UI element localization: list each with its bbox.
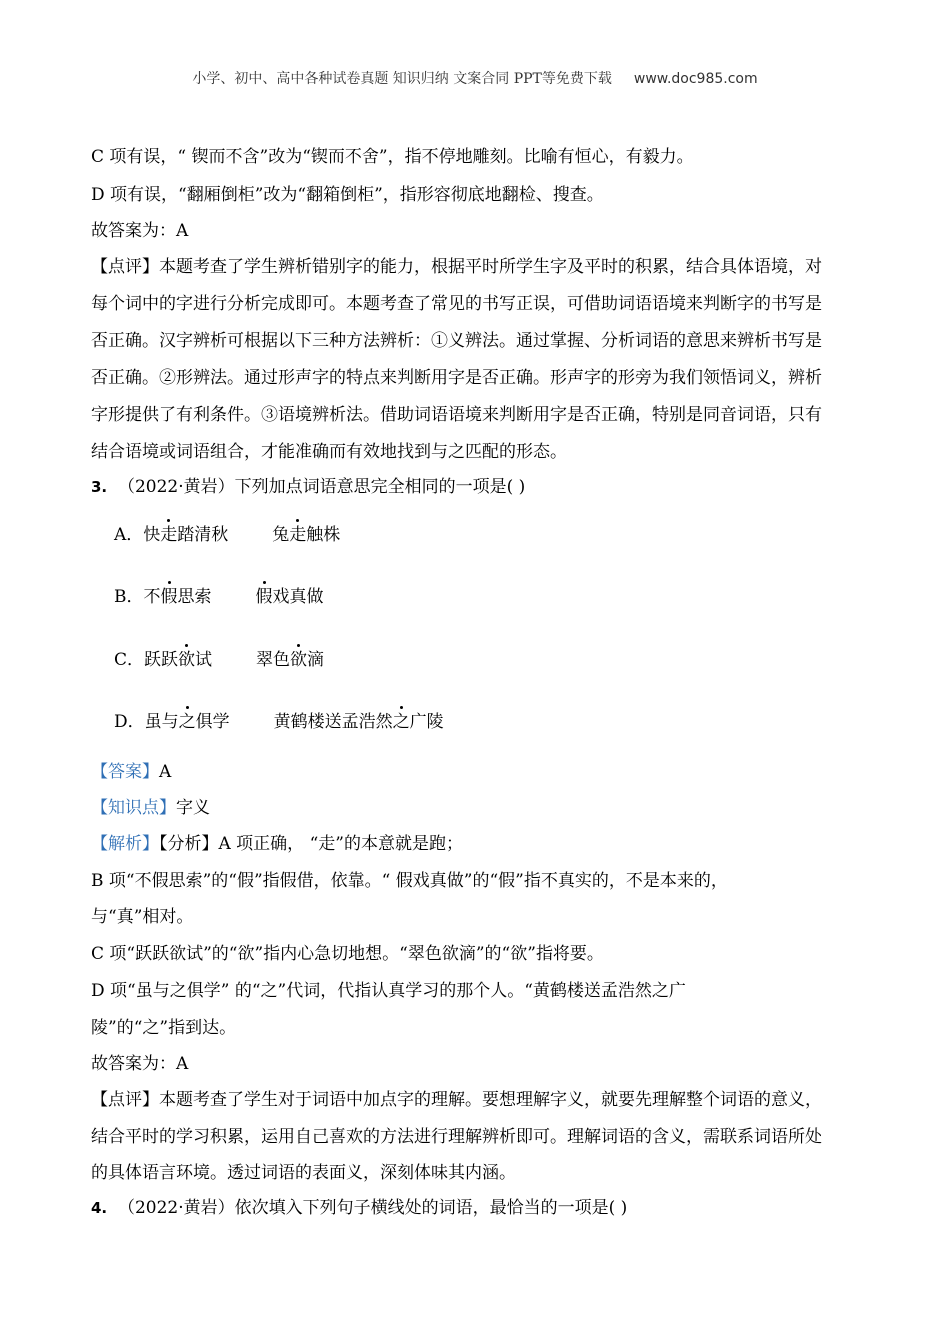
knowledge-tag: 【知识点】 (91, 798, 176, 818)
q2-comment-line-5: 字形提供了有利条件。③语境辨析法。借助词语语境来判断用字是否正确，特别是同音词语，只有 (91, 405, 822, 425)
q2-comment-line-2: 每个词中的字进行分析完成即可。本题考查了常见的书写正误，可借助词语语境来判断字的书写是 (91, 294, 822, 314)
q3-stem-text: （2022·黄岩）下列加点词语意思完全相同的一项是( ) (117, 477, 526, 497)
header-site-link[interactable]: www.doc985.com (633, 71, 758, 87)
q2-option-c-explanation: C 项有误，“ 锲而不含”改为“锲而不舍”，指不停地雕刻。比喻有恒心，有毅力。 (91, 147, 694, 167)
q4-stem (91, 1197, 627, 1219)
q3-answer-line: 故答案为：A (91, 1054, 189, 1074)
q3-answer: 【答案】A (91, 762, 172, 782)
q3-analysis-line-6: 陵”的“之”指到达。 (91, 1018, 237, 1038)
q4-stem-text: （2022·黄岩）依次填入下列句子横线处的词语，最恰当的一项是( ) (117, 1198, 628, 1218)
q3-number: 3. (91, 478, 108, 496)
analysis-tag: 【解析】 (91, 834, 159, 854)
q4-number: 4. (91, 1199, 108, 1217)
dotted-char: 欲 (290, 650, 308, 670)
q2-option-d-explanation: D 项有误，“翻厢倒柜”改为“翻箱倒柜”，指形容彻底地翻检、搜查。 (91, 185, 604, 205)
q3-comment-tag: 【点评】 (91, 1090, 159, 1110)
q3-stem (91, 476, 525, 498)
q3-comment-line-1: 【点评】本题考查了学生对于词语中加点字的理解。要想理解字义，就要先理解整个词语的意义， (91, 1090, 822, 1110)
q3-option-b: B．不假思索 假戏真做 (114, 587, 324, 607)
page-header (0, 68, 950, 88)
dotted-char: 走 (160, 525, 178, 545)
q2-answer-line: 故答案为：A (91, 221, 189, 241)
q2-comment-line-3: 否正确。汉字辨析可根据以下三种方法辨析：①义辨法。通过掌握、分析词语的意思来辨析书写是 (91, 331, 822, 351)
q3-option-d: D．虽与之俱学 黄鹤楼送孟浩然之广陵 (114, 712, 444, 732)
answer-tag: 【答案】 (91, 762, 159, 782)
q3-option-a: A．快走踏清秋 兔走触株 (114, 525, 341, 545)
header-text: 小学、初中、高中各种试卷真题 知识归纳 文案合同 PPT等免费下载 (192, 71, 612, 87)
q2-comment-line-6: 结合语境或词语组合，才能准确而有效地找到与之匹配的形态。 (91, 442, 567, 462)
q2-comment-line-4: 否正确。②形辨法。通过形声字的特点来判断用字是否正确。形声字的形旁为我们领悟词义，辨析 (91, 368, 822, 388)
q3-option-c: C．跃跃欲试 翠色欲滴 (114, 650, 325, 670)
dotted-char: 假 (255, 587, 273, 607)
q3-analysis-line-4: C 项“跃跃欲试”的“欲”指内心急切地想。“翠色欲滴”的“欲”指将要。 (91, 944, 604, 964)
q3-knowledge-point: 【知识点】字义 (91, 798, 210, 818)
q3-analysis-line-2: B 项“不假思索”的“假”指假借，依靠。“ 假戏真做”的“假”指不真实的，不是本来的， (91, 871, 728, 891)
q3-comment-line-3: 的具体语言环境。透过词语的表面义，深刻体味其内涵。 (91, 1163, 516, 1183)
dotted-char: 假 (160, 587, 178, 607)
q3-comment-line-2: 结合平时的学习积累，运用自己喜欢的方法进行理解辨析即可。理解词语的含义，需联系词语所处 (91, 1127, 822, 1147)
q3-analysis-line-3: 与“真”相对。 (91, 907, 194, 927)
dotted-char: 走 (289, 525, 307, 545)
dotted-char: 之 (178, 712, 196, 732)
q2-comment-tag: 【点评】 (91, 257, 159, 277)
dotted-char: 欲 (178, 650, 196, 670)
q2-comment-line-1: 【点评】本题考查了学生辨析错别字的能力，根据平时所学生字及平时的积累，结合具体语境，对 (91, 257, 822, 277)
q3-analysis-line-1: 【解析】【分析】A 项正确， “走”的本意就是跑； (91, 834, 463, 854)
q3-analysis-line-5: D 项“虽与之俱学” 的“之”代词，代指认真学习的那个人。“黄鹤楼送孟浩然之广 (91, 981, 686, 1001)
dotted-char: 之 (392, 712, 410, 732)
